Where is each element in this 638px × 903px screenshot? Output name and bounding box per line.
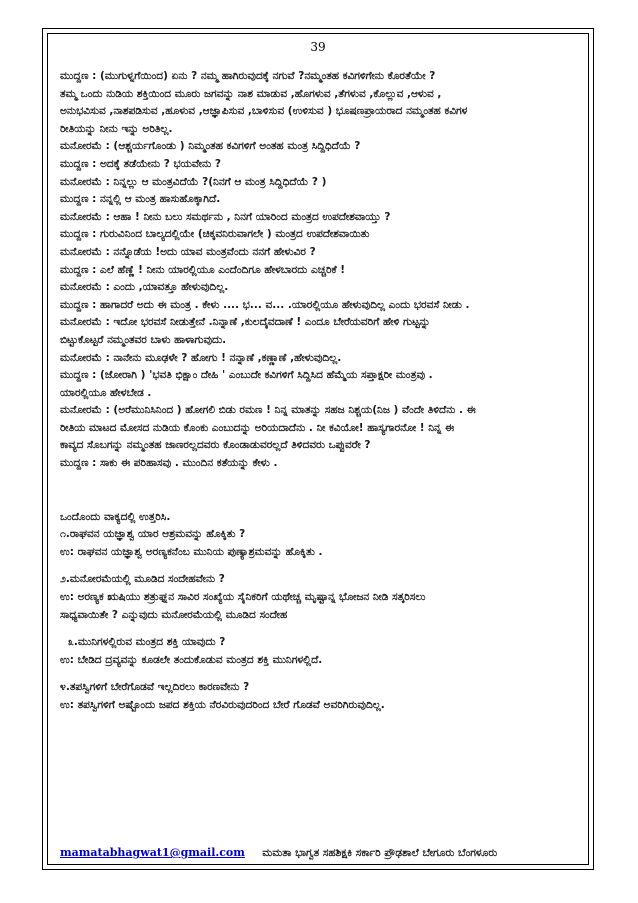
page-content [60,68,578,715]
dialogue-line: ಮನೋರಮೆ : ನಾನೇನು ಮೂಢಳೇ ? ಹೋಗು ! ನನ್ನಾಣೆ ,ಕಣ್ಣಾಣೆ ,ಹೇಳುವುದಿಲ್ಲ. [60,351,342,364]
dialogue-line: ಅನುಭವಿಸುವ ,ನಾಶಪಡಿಸುವ ,ಹೂಳುವ ,ಆಜ್ಞಾಪಿಸುವ ,ಬಾಳಿಸುವ (ಉಳಿಸುವ ) ಭೂಷಣಪ್ರಾಯರಾದ ನಮ್ಮಂತಹ ಕವಿಗಳ [60,105,468,118]
spacer [60,499,578,509]
dialogue-line: ಮುದ್ದಣ : ನನ್ನಲ್ಲಿ ಆ ಮಂತ್ರ ಹಾಸುಹೊಕ್ಕಾಗಿದೆ. [60,193,221,206]
dialogue-line: ಮುದ್ದಣ : ಸಾಕು ಈ ಪರಿಹಾಸವು . ಮುಂದಿನ ಕತೆಯನ್ನು ಕೇಳು . [60,457,278,470]
dialogue-block [60,68,578,473]
question: ೩.ಮುನಿಗಳಲ್ಲಿರುವ ಮಂತ್ರದ ಶಕ್ತಿ ಯಾವುದು ? [68,636,226,649]
answer: ಉ: ರಾಘವನ ಯಜ್ಞಾಶ್ವ ಅರಣ್ಯಕನೆಂಬ ಮುನಿಯ ಪುಣ್ಯಾಶ್ರಮವನ್ನು ಹೊಕ್ಕಿತು . [60,545,323,558]
page-number: 39 [310,40,326,54]
dialogue-line: ರೀತಿಯ ಮಾಟದ ಮೋಸದ ನುಡಿಯ ಕೊಂಕು ಎಂಬುದನ್ನು ಅರಿಯದಾದೆನು . ನೀ ಕವಿಯೋ! ಹಾಸ್ಯಗಾರನೋ ! ನಿನ್ನ ಈ [60,421,455,434]
dialogue-line: ಮನೋರಮೆ : ಎಂದು ,ಯಾವತ್ತೂ ಹೇಳುವುದಿಲ್ಲ. [60,281,229,294]
qa-item [60,571,578,624]
spacer [60,561,578,571]
section-heading: ಒಂದೊಂದು ವಾಕ್ಯದಲ್ಲಿ ಉತ್ತರಿಸಿ. [60,510,171,523]
dialogue-line: ಮನೋರಮೆ : (ಅರೆಮುನಿಸಿನಿಂದ ) ಹೋಗಲಿ ಬಿಡು ರಮಣ ! ನಿನ್ನ ಮಾತನ್ನು ಸಹಜ ನಿಶ್ಚಯ(ನಿಜ ) ವೆಂದೇ ತಿಳಿದೆನು . ಈ [60,404,476,417]
spacer [60,473,578,499]
answer: ಉ: ಬೇಡಿದ ದ್ರವ್ಯವನ್ನು ಕೂಡಲೇ ತಂದುಕೊಡುವ ಮಂತ್ರದ ಶಕ್ತಿ ಮುನಿಗಳಲ್ಲಿದೆ. [60,653,323,666]
spacer [60,624,578,634]
dialogue-line: ಬಿಟ್ಟುಕೊಟ್ಟರೆ ನಮ್ಮಂತವರ ಬಾಳು ಹಾಳಾಗುವುದು. [60,333,227,346]
answer: ಸಾಧ್ಯವಾಯಿತೇ ? ಎನ್ನುವುದು ಮನೋರಮೆಯಲ್ಲಿ ಮೂಡಿದ ಸಂದೇಹ [60,608,288,621]
question: ೪.ತಪಸ್ವಿಗಳಿಗೆ ಬೇರೆಗೊಡವೆ ಇಲ್ಲದಿರಲು ಕಾರಣವೇನು ? [60,681,250,694]
dialogue-line: ಮನೋರಮೆ : (ಆಶ್ಚರ್ಯಗೊಂಡು ) ನಿಮ್ಮಂತಹ ಕವಿಗಳಿಗೆ ಅಂತಹ ಮಂತ್ರ ಸಿದ್ದಿಧಿದೆಯೆ ? [60,140,361,153]
dialogue-line: ಮನೋರಮೆ : ನನ್ನೊಡೆಯ !ಅದು ಯಾವ ಮಂತ್ರವೆಂದು ನನಗೆ ಹೇಳುವಿರ ? [60,245,316,258]
dialogue-line: ಮನೋರಮೆ : ಇದೋ ಭರವಸೆ ನೀಡುತ್ತೇನೆ .ನಿನ್ನಾಣೆ ,ಕುಲದೈವದಾಣೆ ! ಎಂದೂ ಬೇರೆಯವರಿಗೆ ಹೇಳಿ ಗುಟ್ಟನ್ನು [60,316,431,329]
dialogue-line: ಮುದ್ದಣ : ಎಲೆ ಹೆಣ್ಣೆ ! ನೀನು ಯಾರಲ್ಲಿಯೂ ಎಂದೆಂದಿಗೂ ಹೇಳಬಾರದು ಎಚ್ಚರಿಕೆ ! [60,263,346,276]
author-credit: ಮಮತಾ ಭಾಗ್ವತ ಸಹಶಿಕ್ಷಕಿ ಸರ್ಕಾರಿ ಪ್ರೌಢಶಾಲೆ ಬೇಗೂರು ಬೆಂಗಳೂರು [262,847,498,859]
qa-item [60,634,578,669]
dialogue-line: ಮುದ್ದಣ : ಹಾಗಾದರೆ ಅದು ಈ ಮಂತ್ರ . ಕೇಳು .... ಭ... ವ... .ಯಾರಲ್ಲಿಯೂ ಹೇಳುವುದಿಲ್ಲ ಎಂದು ಭರವಸೆ ನೀಡು . [60,298,470,311]
spacer [60,669,578,679]
dialogue-line: ಕಾವ್ಯದ ಸೊಬಗನ್ನು ನಮ್ಮಂತಹ ಜಾಣರಲ್ಲದವರು ಕೊಂಡಾಡುವರಲ್ಲದೆ ತಿಳಿದವರು ಒಪ್ಪುವರೇ ? [60,439,371,452]
page-border [42,28,594,870]
email-link[interactable]: mamatabhagwat1@gmail.com [60,846,245,859]
footer [60,846,578,860]
dialogue-line: ಮುದ್ದಣ : (ಜೋರಾಗಿ ) 'ಭವತಿ ಭಿಕ್ಷಾಂ ದೇಹಿ ' ಎಂಬುದೇ ಕವಿಗಳಿಗೆ ಸಿದ್ದಿಸಿದ ಹೆಮ್ಮೆಯ ಸಪ್ತಾಕ್ಷರೀ ಮಂತ್ರವು . [60,369,433,382]
dialogue-line: ಯಾರಲ್ಲಿಯೂ ಹೇಳಬೇಡ . [60,386,152,399]
answer: ಉ: ಅರಣ್ಯಕ ಋಷಿಯು ಶತ್ರುಘ್ನನ ಸಾವಿರ ಸಂಖ್ಯೆಯ ಸೈನಿಕರಿಗೆ ಯಥೇಚ್ಚ ಮೃಷ್ಟಾನ್ನ ಭೋಜನ ನೀಡಿ ಸತ್ಕರಿಸಲು [60,591,426,604]
dialogue-line: ರೀತಿಯನ್ನು ನೀನು ಇನ್ನು ಅರಿತಿಲ್ಲ. [60,122,173,135]
dialogue-line: ಮುದ್ದಣ : (ಮುಗುಳ್ನಗೆಯಿಂದ) ಏನು ? ನಮ್ಮ ಹಾಗಿರುವುದಕ್ಕೆ ನಗುವೆ ?ನಮ್ಮಂತಹ ಕವಿಗಳಿಗೇನು ಕೊರತೆಯೇ ? [60,70,436,82]
dialogue-line: ಮನೋರಮೆ : ಆಹಾ ! ನೀನು ಬಲು ಸಮರ್ಥನು , ನಿನಗೆ ಯಾರಿಂದ ಮಂತ್ರದ ಉಪದೇಶವಾಯ್ತು ? [60,210,391,223]
question: ೨.ಮನೋರಮೆಯಲ್ಲಿ ಮೂಡಿದ ಸಂದೇಹವೇನು ? [60,573,225,586]
qa-item [60,526,578,561]
dialogue-line: ತಮ್ಮ ಒಂದು ನುಡಿಯ ಶಕ್ತಿಯಿಂದ ಮೂರು ಜಗವನ್ನು ನಾಶ ಮಾಡುವ ,ಹೊಗಳುವ ,ತೆಗಳುವ ,ಕೊಲ್ಲುವ ,ಆಳುವ , [60,87,442,100]
question: ೧.ರಾಘವನ ಯಜ್ಞಾಶ್ವ ಯಾರ ಆಶ್ರಮವನ್ನು ಹೊಕ್ಕಿತು ? [60,528,246,541]
dialogue-line: ಮನೋರಮೆ : ನಿನ್ನಲ್ಲು ಆ ಮಂತ್ರವಿದೆಯೆ ?(ನಿನಗೆ ಆ ಮಂತ್ರ ಸಿದ್ದಿಧಿದೆಯೆ ? ) [60,175,327,188]
dialogue-line: ಮುದ್ದಣ : ಅದಕ್ಕೆ ತಡೆಯೇನು ? ಭಯವೇನು ? [60,157,221,170]
dialogue-line: ಮುದ್ದಣ : ಗುರುವಿನಿಂದ ಬಾಲ್ಯದಲ್ಲಿಯೇ (ಚಿಕ್ಕವನಿರುವಾಗಲೇ ) ಮಂತ್ರದ ಉಪದೇಶವಾಯಿತು [60,228,370,241]
qa-item [60,679,578,714]
page-inner-border [47,33,589,865]
answer: ಉ: ತಪಸ್ವಿಗಳಿಗೆ ಅಷ್ಟೊಂದು ಜಪದ ಶಕ್ತಿಯ ನೆರವಿರುವುದರಿಂದ ಬೇರೆ ಗೊಡವೆ ಅವರಿಗಿರುವುದಿಲ್ಲ. [60,699,385,711]
